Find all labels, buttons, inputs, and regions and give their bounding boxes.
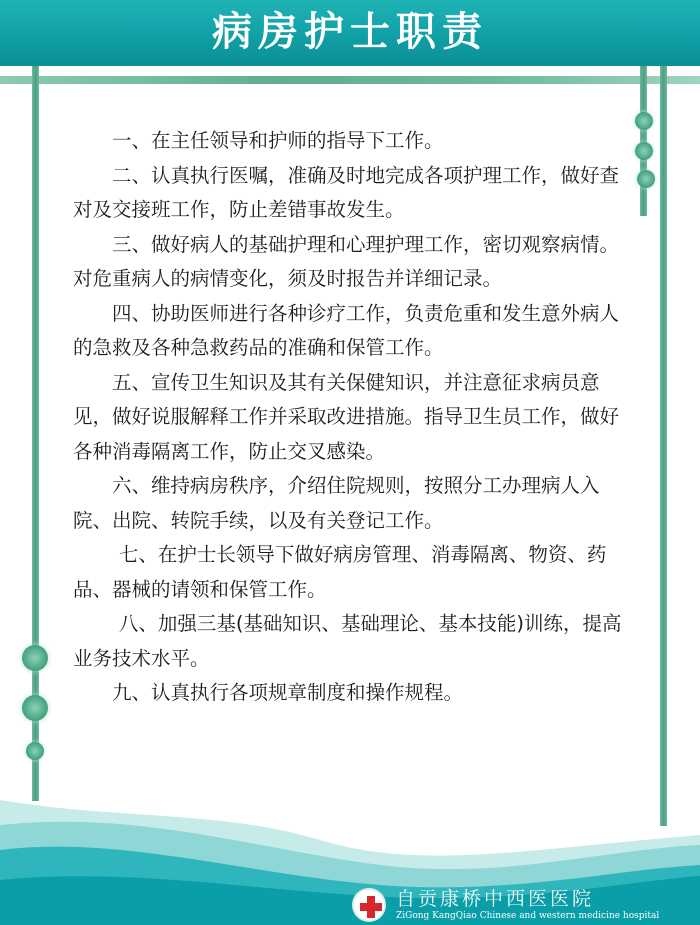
- decor-dot: [22, 645, 48, 671]
- duty-item: 七、在护士长领导下做好病房管理、消毒隔离、物资、药品、器械的请领和保管工作。: [73, 543, 607, 601]
- decor-dot: [26, 742, 44, 760]
- title-band: [0, 0, 700, 66]
- decor-dot: [635, 112, 653, 130]
- frame-top-bar: [0, 76, 700, 84]
- duties-list: [73, 124, 633, 711]
- duty-item: 一、在主任领导和护师的指导下工作。: [112, 129, 444, 152]
- decor-dot: [635, 142, 653, 160]
- decor-dot: [637, 170, 655, 188]
- hospital-name-en: ZiGong KangQiao Chinese and western medicine hospital: [396, 911, 660, 921]
- frame-right-inner-bar: [640, 66, 647, 216]
- duty-item: 四、协助医师进行各种诊疗工作，负责危重和发生意外病人的急救及各种急救药品的准确和保管工作。: [73, 301, 620, 359]
- duty-item: 五、宣传卫生知识及其有关保健知识，并注意征求病员意见，做好说服解释工作并采取改进措施。指导卫生员工作，做好各种消毒隔离工作，防止交叉感染。: [73, 370, 620, 463]
- red-cross-icon: [352, 888, 386, 922]
- frame-left-bar: [32, 66, 39, 801]
- page-title: 病房护士职责: [212, 9, 488, 55]
- duty-item: 九、认真执行各项规章制度和操作规程。: [112, 681, 464, 704]
- frame-right-outer-bar: [660, 66, 667, 826]
- duty-item: 二、认真执行医嘱，准确及时地完成各项护理工作，做好查对及交接班工作，防止差错事故发生。: [73, 163, 620, 221]
- hospital-signature: [352, 888, 692, 924]
- decor-dot: [22, 695, 48, 721]
- hospital-name: 自贡康桥中西医医院: [396, 888, 595, 910]
- duty-item: 六、维持病房秩序，介绍住院规则，按照分工办理病人入院、出院、转院手续，以及有关登记工作。: [73, 474, 600, 532]
- duty-item: 三、做好病人的基础护理和心理护理工作，密切观察病情。对危重病人的病情变化，须及时报告并详细记录。: [73, 232, 620, 290]
- duty-item: 八、加强三基(基础知识、基础理论、基本技能)训练，提高业务技术水平。: [73, 612, 622, 670]
